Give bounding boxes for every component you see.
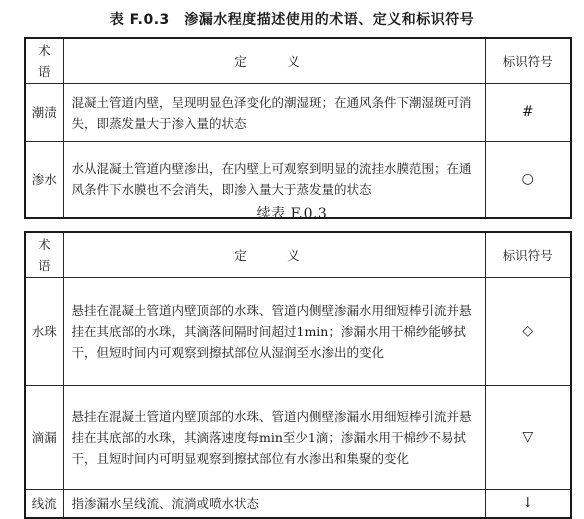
table-header-row xyxy=(25,38,571,84)
table-row xyxy=(25,490,571,519)
table-header-row xyxy=(25,232,571,278)
definition-cell: 悬挂在混凝土管道内壁顶部的水珠、管道内侧壁渗漏水用细短棒引流并悬挂在其底部的水珠，其滴落间隔时间超过1min；渗漏水用干棉纱能够拭干，但短时间内可观察到擦拭部位从湿润至水渗出的变化 xyxy=(63,278,485,386)
header-definition: 定 义 xyxy=(63,38,485,84)
table-row xyxy=(25,386,571,490)
symbol-cell: ○ xyxy=(485,142,571,218)
header-symbol: 标识符号 xyxy=(485,38,571,84)
leakage-terms-table xyxy=(24,37,572,219)
leakage-terms-table-continued xyxy=(24,231,572,519)
table-row xyxy=(25,278,571,386)
term-cell: 潮渍 xyxy=(25,84,63,142)
symbol-cell: # xyxy=(485,84,571,142)
header-term: 术语 xyxy=(25,38,63,84)
definition-cell: 悬挂在混凝土管道内壁顶部的水珠、管道内侧壁渗漏水用细短棒引流并悬挂在其底部的水珠，其滴落速度每min至少1滴；渗漏水用干棉纱不易拭干，且短时间内可明显观察到擦拭部位有水渗出和集聚的变化 xyxy=(63,386,485,490)
term-cell: 渗水 xyxy=(25,142,63,218)
header-term: 术语 xyxy=(25,232,63,278)
symbol-cell: ↓ xyxy=(485,490,571,519)
term-cell: 滴漏 xyxy=(25,386,63,490)
table-row xyxy=(25,84,571,142)
definition-cell: 指渗漏水呈线流、流淌或喷水状态 xyxy=(63,490,485,519)
term-cell: 水珠 xyxy=(25,278,63,386)
definition-cell: 混凝土管道内壁，呈现明显色泽变化的潮湿斑；在通风条件下潮湿斑可消失，即蒸发量大于渗入量的状态 xyxy=(63,84,485,142)
continued-table-title: 续表 F.0.3 xyxy=(256,206,328,222)
symbol-cell: ◇ xyxy=(485,278,571,386)
table-title: 表 F.0.3 渗漏水程度描述使用的术语、定义和标识符号 xyxy=(109,12,475,28)
header-definition: 定 义 xyxy=(63,232,485,278)
definition-cell: 水从混凝土管道内壁渗出，在内壁上可观察到明显的流挂水膜范围；在通风条件下水膜也不会消失，即渗入量大于蒸发量的状态 xyxy=(63,142,485,218)
header-symbol: 标识符号 xyxy=(485,232,571,278)
symbol-cell: ▽ xyxy=(485,386,571,490)
term-cell: 线流 xyxy=(25,490,63,519)
